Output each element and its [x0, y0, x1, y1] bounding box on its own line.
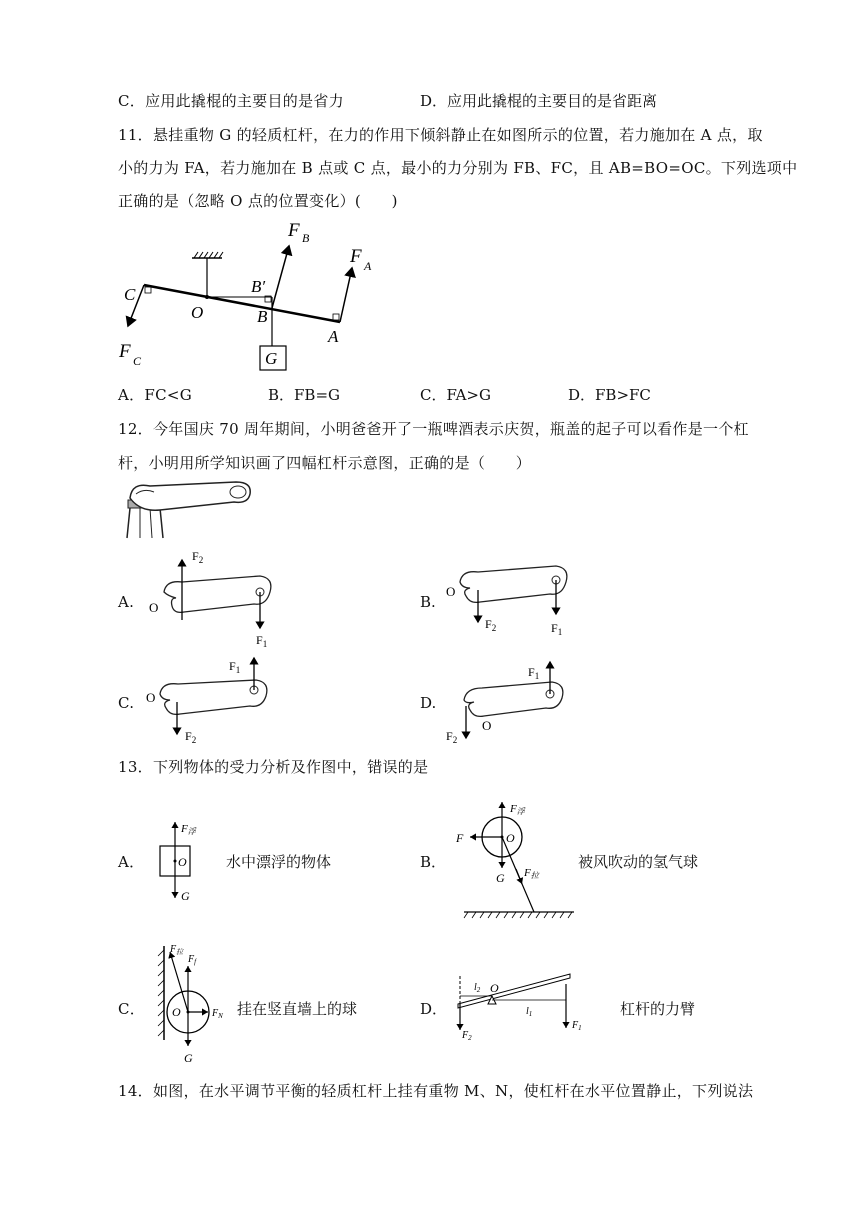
q11-option-b: B．FB=G: [268, 386, 341, 404]
q13-stem: 13．下列物体的受力分析及作图中，错误的是: [118, 758, 429, 776]
svg-text:F2: $F_2$: [192, 549, 204, 565]
label-b: B: [257, 307, 268, 326]
label-fa: F: [350, 246, 362, 267]
q13-option-a-letter: A．: [118, 853, 145, 871]
svg-text:O: O: [149, 600, 159, 615]
q14-stem: 14．如图，在水平调节平衡的轻质杠杆上挂有重物 M、N，使杠杆在水平位置静止，下列说法: [118, 1082, 754, 1100]
svg-text:G: G: [184, 1051, 193, 1065]
q11-option-c: C．FA>G: [420, 386, 491, 404]
q13-option-c-caption: 挂在竖直墙上的球: [237, 1000, 358, 1018]
svg-text:F浮: F浮: [181, 823, 196, 836]
svg-text:F2: $F_2$: [485, 617, 497, 633]
label-fb-sub: B: [302, 231, 310, 245]
svg-text:O: O: [506, 831, 515, 845]
svg-text:F1: $F_1$: [256, 633, 268, 649]
svg-text:G: G: [181, 889, 190, 903]
q13-option-c-letter: C．: [118, 1000, 146, 1018]
label-fa-sub: A: [364, 259, 372, 273]
svg-text:F1: $F_1$: [551, 621, 563, 637]
q11-stem-line1: 11．悬挂重物 G 的轻质杠杆，在力的作用下倾斜静止在如图所示的位置，若力施加在 A 点，取: [118, 126, 763, 144]
label-a: A: [328, 327, 339, 346]
svg-text:O: O: [490, 981, 499, 995]
svg-text:G: G: [496, 871, 505, 885]
label-fc: F: [119, 341, 131, 362]
q13-option-d-caption: 杠杆的力臂: [620, 1000, 696, 1018]
q11-option-d: D．FB>FC: [568, 386, 651, 404]
svg-text:Ff: $F_f$: [188, 954, 197, 966]
q13-option-b-letter: B．: [420, 853, 447, 871]
svg-text:F: F: [456, 831, 464, 845]
svg-text:F2: $F_2$: [446, 729, 458, 745]
q12-stem-line1: 12．今年国庆 70 周年期间，小明爸爸开了一瓶啤酒表示庆贺，瓶盖的起子可以看作是一个杠: [118, 420, 749, 438]
q10-option-d: D．应用此撬棍的主要目的是省距离: [420, 92, 658, 110]
q13-option-d-letter: D．: [420, 1000, 448, 1018]
label-bprime: B′: [251, 277, 266, 296]
svg-text:O: O: [146, 690, 156, 705]
label-g: G: [265, 349, 278, 368]
q12-option-c: C.: [118, 694, 135, 712]
svg-text:l1: $l_1$: [526, 1006, 533, 1018]
svg-text:F2: $F_2$: [185, 729, 197, 745]
svg-text:F拉: F拉: [524, 867, 539, 880]
svg-text:O: O: [172, 1005, 181, 1019]
label-o: O: [191, 303, 204, 322]
svg-text:O: O: [482, 718, 492, 733]
svg-text:F浮: F浮: [510, 803, 525, 816]
q12-option-b: B.: [420, 593, 436, 611]
q13-diagram-c: [158, 944, 223, 1065]
q13-diagram-b: [455, 802, 574, 918]
q11-stem-line3: 正确的是（忽略 O 点的位置变化）( ): [118, 192, 398, 210]
svg-text:F2: $F_2$: [462, 1030, 472, 1042]
label-fc-sub: C: [133, 354, 142, 368]
q10-option-c: C．应用此撬棍的主要目的是省力: [118, 92, 344, 110]
q11-option-a: A．FC<G: [118, 386, 193, 404]
svg-text:l2: $l_2$: [474, 982, 481, 994]
svg-text:F1: $F_1$: [528, 665, 540, 681]
svg-text:O: O: [446, 584, 456, 599]
svg-text:F1: $F_1$: [229, 659, 241, 675]
svg-text:FN: $F_N$: [212, 1008, 223, 1020]
q12-option-d: D.: [420, 694, 437, 712]
q13-option-b-caption: 被风吹动的氢气球: [578, 853, 699, 871]
svg-text:O: O: [178, 855, 187, 869]
svg-text:F1: $F_1$: [572, 1020, 582, 1032]
q13-diagram-a: [160, 822, 197, 903]
svg-text:F拉: $F_拉$: [170, 944, 184, 956]
q12-option-a: A.: [118, 593, 135, 611]
q13-option-a-caption: 水中漂浮的物体: [226, 853, 332, 871]
q11-stem-line2: 小的力为 FA，若力施加在 B 点或 C 点，最小的力分别为 FB、FC，且 AB=BO=OC。下列选项中: [118, 159, 798, 177]
q13-diagram-d: [458, 974, 582, 1042]
q12-stem-line2: 杆，小明用所学知识画了四幅杠杆示意图，正确的是（ ）: [118, 454, 532, 472]
label-fb: F: [288, 220, 300, 241]
label-c: C: [124, 285, 136, 304]
